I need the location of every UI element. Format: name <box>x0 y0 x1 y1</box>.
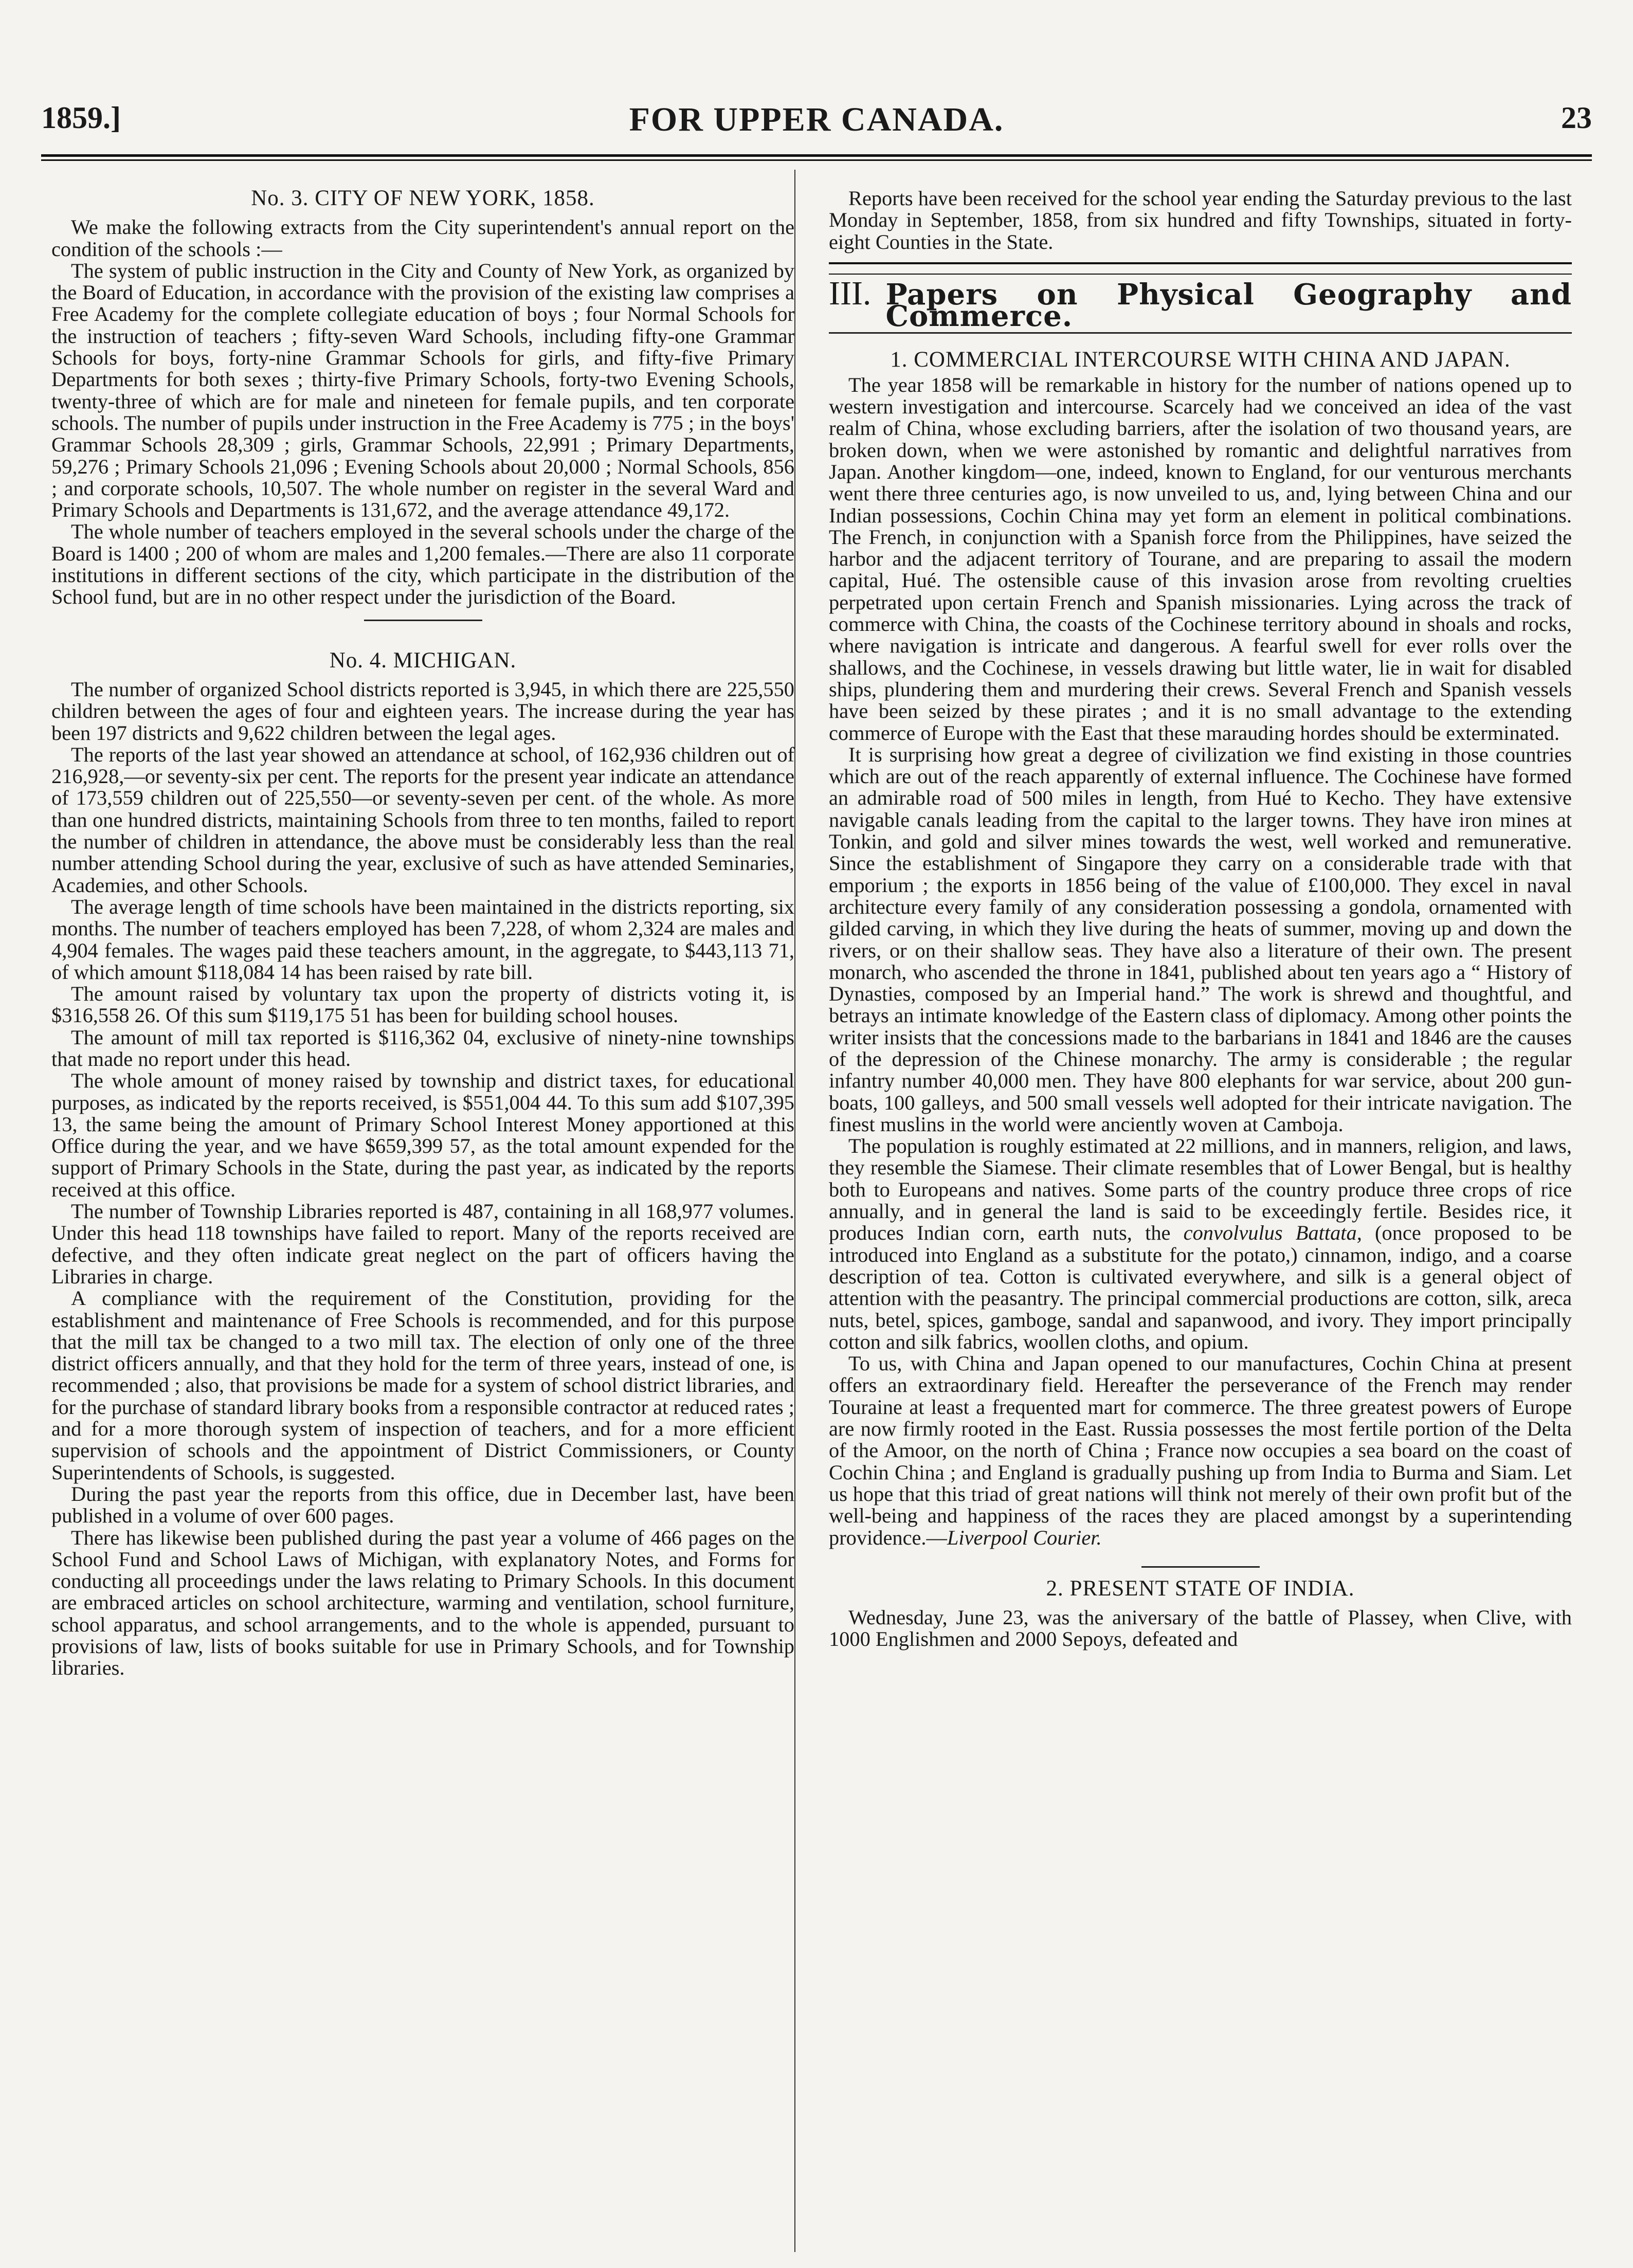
paragraph: The whole number of teachers employed in the several schools under the charge of the Board is 1400 ; 200 of whom are males and 1,200 females.—There are also 11 corporate institutions in different sections of the city, which participate in the distribution of the School fund, but are in no other respect under the jurisdiction of the Board. <box>51 520 794 609</box>
part-rule <box>829 262 1572 275</box>
paragraph: The average length of time schools have been maintained in the districts reporting, six months. The number of teachers employed has been 7,228, of whom 2,324 are males and 4,904 females. The wages paid these teachers amount, in the aggregate, to $443,113 71, of which amount $118,084 14 has been raised by rate bill. <box>51 895 794 984</box>
paragraph <box>829 1353 1572 1549</box>
article-heading-india: 2. PRESENT STATE OF INDIA. <box>1046 1576 1355 1601</box>
source-credit: Liverpool Courier. <box>947 1526 1102 1549</box>
paragraph: The amount raised by voluntary tax upon the property of districts voting it, is $316,558 26. Of this sum $119,175 51 has been for building school houses. <box>51 982 794 1027</box>
section-heading-michigan: No. 4. MICHIGAN. <box>329 648 517 673</box>
part-title: Papers on Physical Geography and Commerce. <box>885 277 1572 334</box>
part-heading <box>829 274 1572 334</box>
text-run: (once proposed to be introduced into England as a substitute for the potato,) cinnamon, indigo, and a coarse description of tea. Cotton is cultivated everywhere, and silk is a general object of attention with the peasantry. The principal commercial productions are cotton, silk, areca nuts, betel, spices, gamboge, sandal and sapanwood, and ivory. They import principally cotton and silk fabrics, woollen cloths, and opium. <box>829 1221 1572 1353</box>
section-heading-new-york: No. 3. CITY OF NEW YORK, 1858. <box>251 186 595 210</box>
part-number: III. <box>829 274 872 312</box>
header-title: FOR UPPER CANADA. <box>629 101 1004 138</box>
header-year: 1859.] <box>41 101 121 135</box>
header-rule <box>41 154 1592 161</box>
paragraph: We make the following extracts from the City superintendent's annual report on the condition of the schools :— <box>51 215 794 261</box>
paragraph: The amount of mill tax reported is $116,362 04, exclusive of ninety-nine townships that made no report under this head. <box>51 1025 794 1071</box>
paragraph: Wednesday, June 23, was the aniversary of the battle of Plassey, when Clive, with 1000 Englishmen and 2000 Sepoys, defeated and <box>829 1606 1572 1651</box>
left-column <box>51 188 794 1679</box>
section-rule <box>364 620 482 621</box>
paragraph: The whole amount of money raised by township and district taxes, for educational purposes, as indicated by the reports received, is $551,004 44. To this sum add $107,395 13, the same being the amount of Primary School Interest Money apportioned at this Office during the year, and we have $659,399 57, as the total amount expended for the support of Primary Schools in the State, during the past year, as indicated by the reports received at this office. <box>51 1069 794 1201</box>
paragraph: Reports have been received for the school year ending the Saturday previous to the last Monday in September, 1858, from six hundred and fifty Townships, situated in forty-eight Counties in the State. <box>829 187 1572 253</box>
column-divider <box>794 170 795 2252</box>
paragraph: The system of public instruction in the City and County of New York, as organized by the Board of Education, in accordance with the provision of the existing law comprises a Free Academy for the complete collegiate education of boys ; four Normal Schools for the instruction of teachers ; fifty-seven Ward Schools, including fifty-one Grammar Schools for boys, forty-nine Grammar Schools for girls, and fifty-five Primary Departments for both sexes ; thirty-five Primary Schools, forty-two Evening Schools, twenty-three of which are for male and nineteen for female pupils, and ten corporate schools. The number of pupils under instruction in the Free Academy is 775 ; in the boys' Grammar Schools 28,309 ; girls, Grammar Schools, 22,991 ; Primary Departments, 59,276 ; Primary Schools 21,096 ; Evening Schools about 20,000 ; Normal Schools, 856 ; and corporate schools, 10,507. The whole number on register in the several Ward and Primary Schools and Departments is 131,672, and the average attendance 49,172. <box>51 259 794 522</box>
paragraph: There has likewise been published during the past year a volume of 466 pages on the School Fund and School Laws of Michigan, with explanatory Notes, and Forms for conducting all proceedings under the laws relating to Primary Schools. In this document are embraced articles on school architecture, warming and ventilation, school furniture, school apparatus, and school arrangements, and to the whole is appended, pursuant to provisions of law, lists of books suitable for use in Primary Schools, and for Township libraries. <box>51 1526 794 1680</box>
paragraph: The year 1858 will be remarkable in history for the number of nations opened up to western investigation and intercourse. Scarcely had we conceived an idea of the vast realm of China, whose excluding barriers, after the isolation of two thousand years, are broken down, when we were astonished by romantic and delightful narratives from Japan. Another kingdom—one, indeed, known to England, for our venturous merchants went there three centuries ago, is now unveiled to us, and, lying between China and our Indian possessions, Cochin China may yet form an element in political combinations. The French, in conjunction with a Spanish force from the Philippines, have seized the harbor and the adjacent territory of Tourane, and are preparing to assail the modern capital, Hué. The ostensible cause of this invasion arose from revolting cruelties perpetrated upon certain French and Spanish missionaries. Lying across the track of commerce with China, the coasts of the Cochinese territory abound in shoals and rocks, where navigation is intricate and dangerous. A fearful swell for ever rolls over the shallows, and the Cochinese, in vessels drawing but little water, lie in wait for disabled ships, plundering them and murdering their crews. Several French and Spanish vessels have been seized by these pirates ; and it is no small advantage to the extending commerce of Europe with the East that these marauding hordes should be exterminated. <box>829 373 1572 745</box>
text-run: The population is roughly estimated at 22 millions, and in manners, religion, and laws, they resemble the Siamese. Their climate resembles that of Lower Bengal, but is healthy both to Europeans and natives. Some parts of the country produce three crops of rice annually, and in general the land is said to be exceedingly fertile. Besides rice, it produces Indian corn, earth nuts, the <box>829 1134 1572 1245</box>
paragraph: The number of Township Libraries reported is 487, containing in all 168,977 volumes. Under this head 118 townships have failed to report. Many of the reports received are defective, and they often indicate great neglect on the part of officers having the Libraries in charge. <box>51 1200 794 1288</box>
paragraph: A compliance with the requirement of the Constitution, providing for the establishment and maintenance of Free Schools is recommended, and for this purpose that the mill tax be changed to a two mill tax. The election of only one of the three district officers annually, and that they hold for the term of three years, instead of one, is recommended ; also, that provisions be made for a system of school district libraries, and for the purchase of standard library books from a responsible contractor at reduced rates ; and for a more thorough system of inspection of teachers, and for a more efficient supervision of schools and the appointment of District Commissioners, or County Superintendents of Schools, is suggested. <box>51 1286 794 1484</box>
paragraph <box>829 1135 1572 1353</box>
page-header <box>41 100 1592 147</box>
article-heading-china-japan: 1. COMMERCIAL INTERCOURSE WITH CHINA AND JAPAN. <box>890 348 1511 372</box>
paragraph: The number of organized School districts reported is 3,945, in which there are 225,550 children between the ages of four and eighteen years. The increase during the year has been 197 districts and 9,622 children between the legal ages. <box>51 677 794 745</box>
right-column <box>829 188 1572 1650</box>
paragraph: During the past year the reports from this office, due in December last, have been published in a volume of over 600 pages. <box>51 1482 794 1528</box>
page-number: 23 <box>1561 101 1592 135</box>
italic-term: convolvulus Battata, <box>1183 1221 1362 1245</box>
paragraph: The reports of the last year showed an attendance at school, of 162,936 children out of 216,928,—or seventy-six per cent. The reports for the present year indicate an attendance of 173,559 children out of 225,550—or seventy-seven per cent. of the whole. As more than one hundred districts, maintaining Schools from three to ten months, failed to report the number of children in attendance, the above must be considerably less than the real number attending School during the year, exclusive of such as have attended Seminaries, Academies, and other Schools. <box>51 742 794 897</box>
section-rule <box>1141 1566 1260 1568</box>
paragraph: It is surprising how great a degree of civilization we find existing in those countries which are out of the reach apparently of external influence. The Cochinese have formed an admirable road of 500 miles in length, from Hué to Kecho. They have extensive navigable canals leading from the capital to the larger towns. They have iron mines at Tonkin, and gold and silver mines towards the west, well worked and remunerative. Since the establishment of Singapore they carry on a considerable trade with that emporium ; the exports in 1856 being of the value of £100,000. They excel in naval architecture every family of any consideration possessing a gondola, ornamented with gilded carving, in which they live during the heats of summer, moving up and down the rivers, or on their shallow seas. They have also a literature of their own. The present monarch, who ascended the throne in 1841, published about ten years ago a “ History of Dynasties, composed by an Imperial hand.” The work is shrewd and thoughtful, and betrays an intimate knowledge of the Eastern class of diplomacy. Among other points the writer insists that the concessions made to the barbarians in 1841 and 1846 are the causes of the depression of the Chinese monarchy. The army is considerable ; the regular infantry number 40,000 men. They have 800 elephants for war service, about 200 gun-boats, 100 galleys, and 500 small vessels well adopted for their intricate navigation. The finest muslins in the world were anciently woven at Camboja. <box>829 742 1572 1136</box>
text-run: To us, with China and Japan opened to our manufactures, Cochin China at present offers an extraordinary field. Hereafter the perseverance of the French may render Touraine at least a frequented mart for commerce. The three greatest powers of Europe are now firmly rooted in the East. Russia possesses the most fertile portion of the Delta of the Amoor, on the north of China ; France now occupies a sea board on the coast of Cochin China ; and England is gradually pushing up from India to Burma and Siam. Let us hope that this triad of great nations will think not merely of their own profit but of the well-being and happiness of the races they are placed amongst by a superintending providence.— <box>829 1352 1572 1549</box>
